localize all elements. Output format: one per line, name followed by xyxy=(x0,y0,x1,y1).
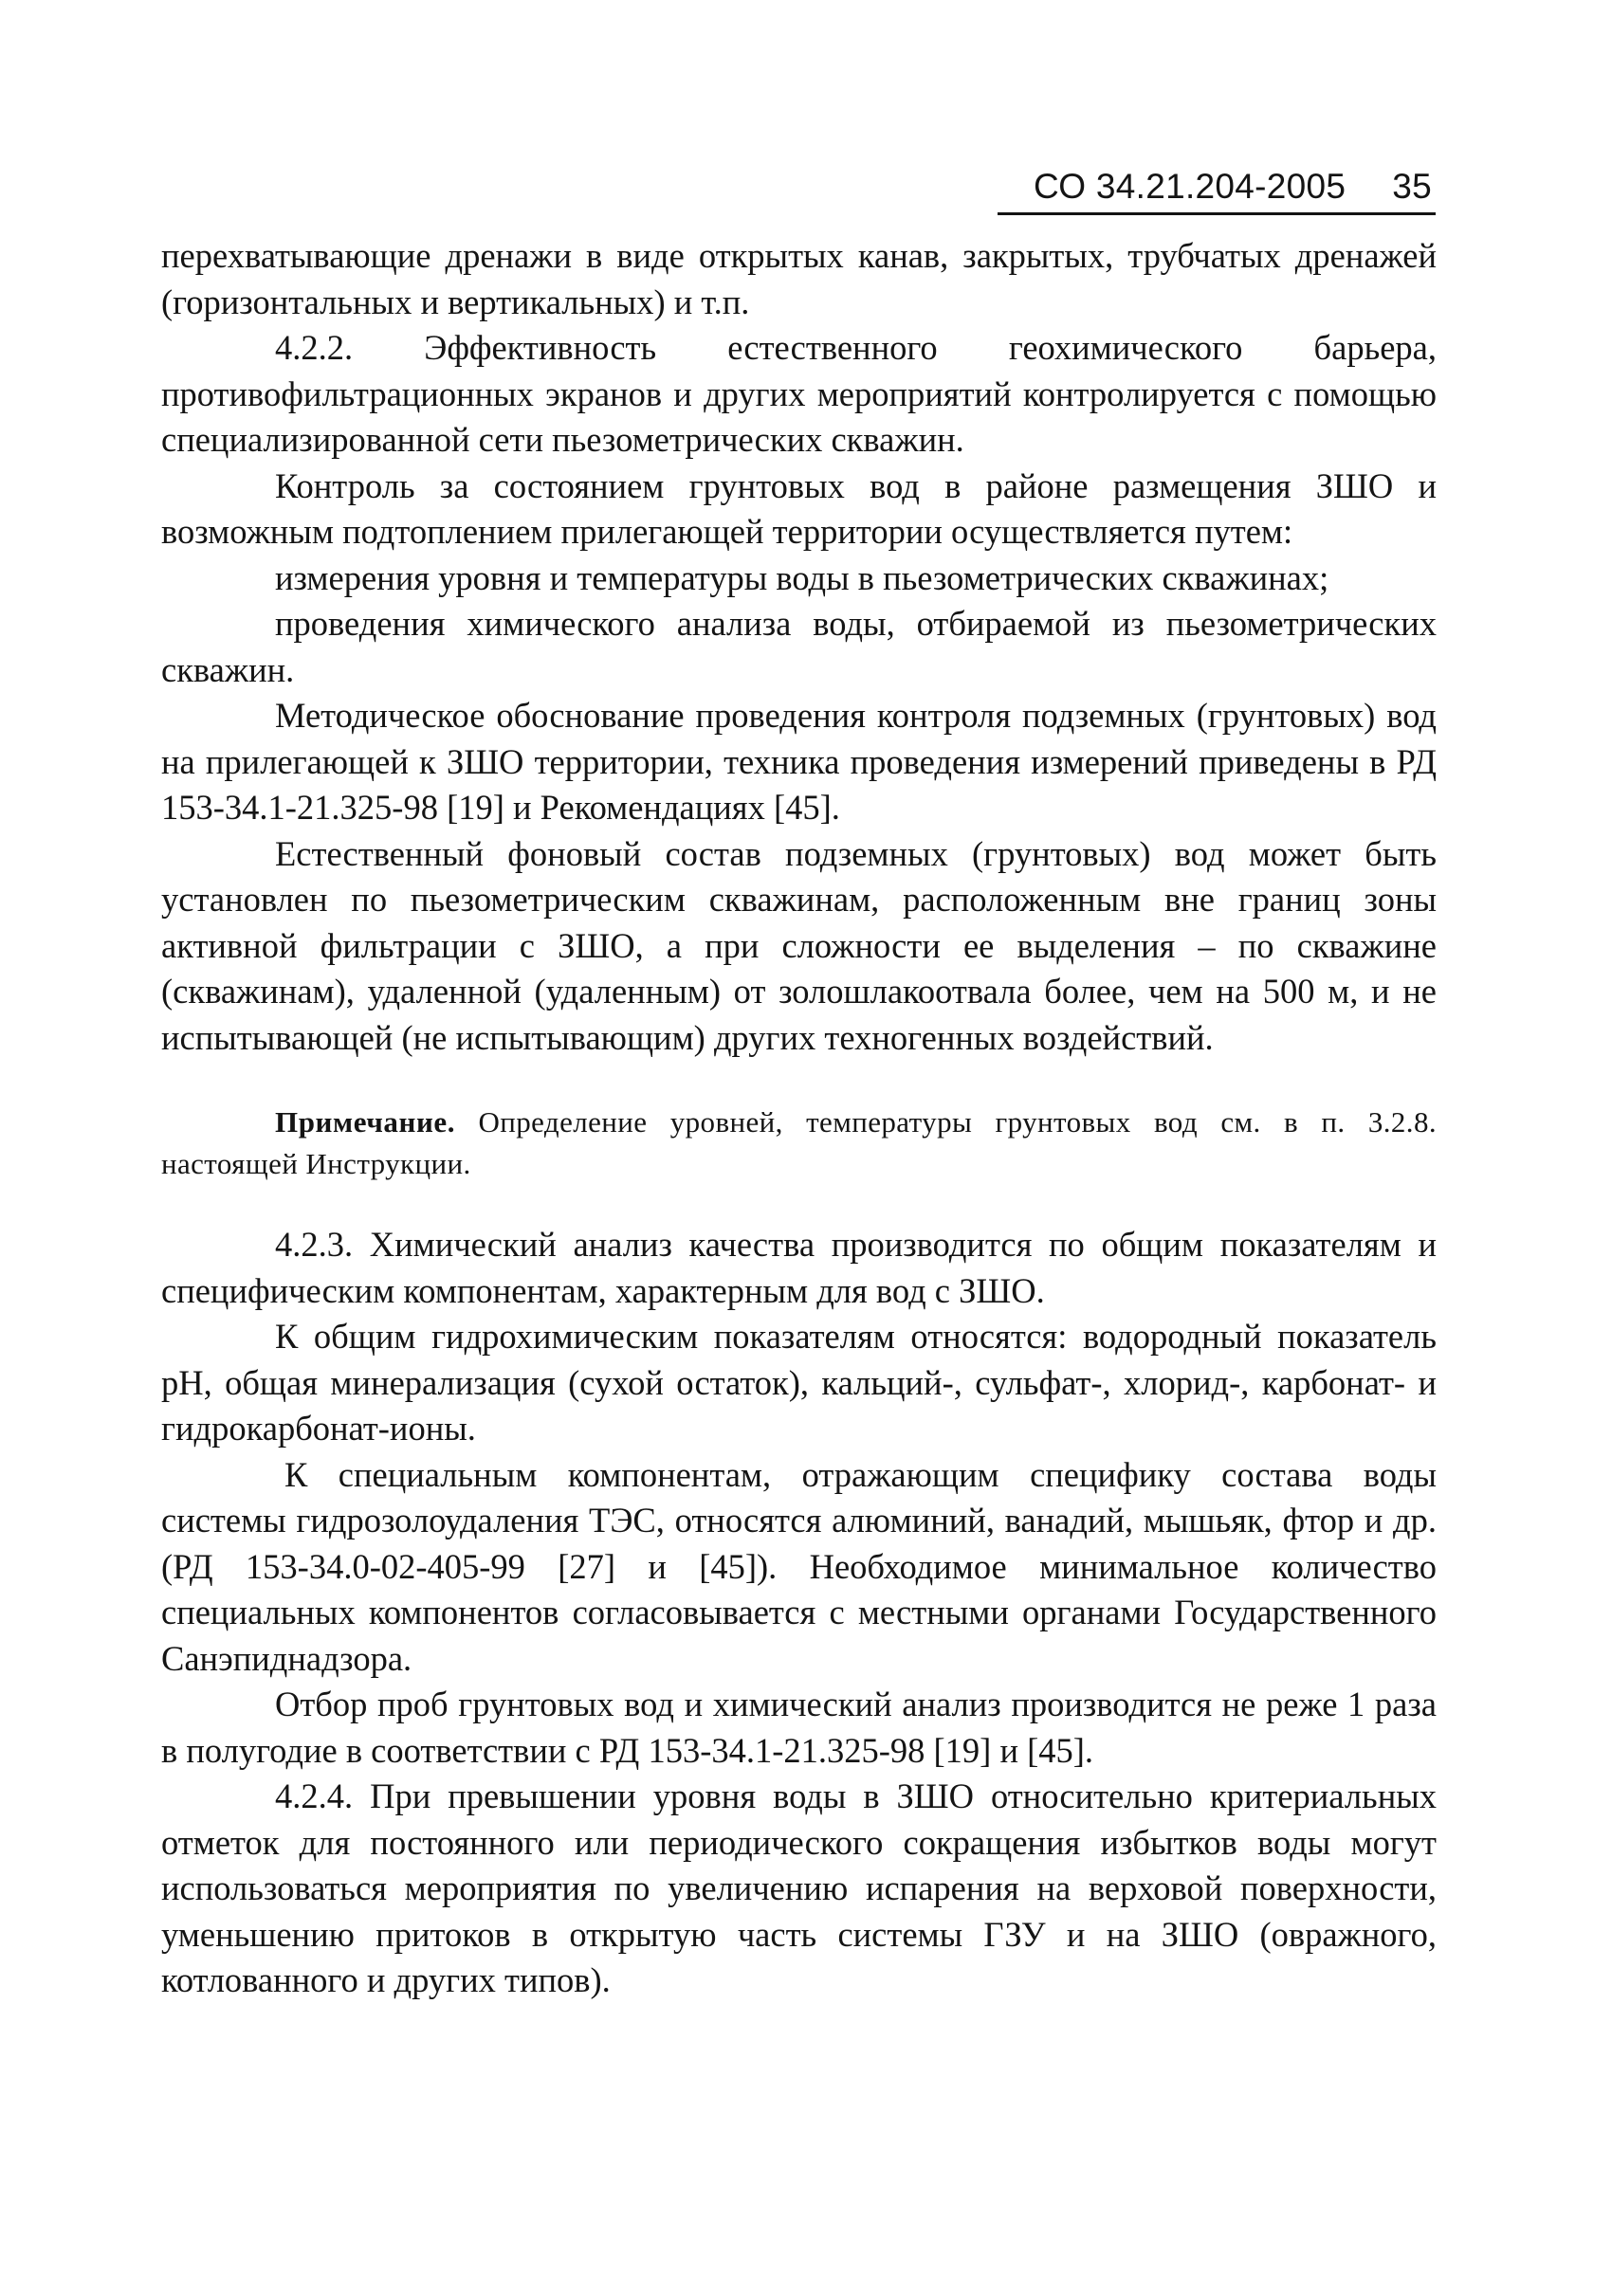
paragraph-section-4-2-4: 4.2.4. При превышении уровня воды в ЗШО относительно критериальных отметок для постоянного или периодического сокращения избытков воды могут использоваться мероприятия по увеличению испарения на верховой поверхности, уменьшению притоков в открытую часть системы ГЗУ и на ЗШО (овражного, котлованного и других типов). xyxy=(161,1777,1437,1999)
paragraph: К общим гидрохимическим показателям относятся: водородный показатель pH, общая минерализация (сухой остаток), кальций-, сульфат-, хлорид-, карбонат- и гидрокарбонат-ионы. xyxy=(161,1317,1437,1448)
list-item: проведения химического анализа воды, отбираемой из пьезометрических скважин. xyxy=(161,604,1437,689)
paragraph: Отбор проб грунтовых вод и химический анализ производится не реже 1 раза в полугодие в соответствии с РД 153-34.1-21.325-98 [19] и [45]. xyxy=(161,1685,1437,1770)
page-number: 35 xyxy=(1392,167,1432,206)
list-item: измерения уровня и температуры воды в пьезометрических скважинах; xyxy=(275,557,1329,597)
paragraph: Контроль за состоянием грунтовых вод в районе размещения ЗШО и возможным подтоплением прилегающей территории осуществляется путем: xyxy=(161,465,1437,551)
document-body xyxy=(161,233,1437,2004)
page-header xyxy=(998,163,1436,215)
note-text: Определение уровней, температуры грунтовых вод см. в п. 3.2.8. настоящей Инструкции. xyxy=(161,1105,1437,1180)
note xyxy=(161,1102,1437,1185)
paragraph: К специальным компонентам, отражающим специфику состава воды системы гидрозолоудаления ТЭС, относятся алюминий, ванадий, мышьяк, фтор и др. (РД 153-34.0-02-405-99 [27] и [45]). Необходимое минимальное количество специальных компонентов согласовывается с местными органами Государственного Санэпиднадзора. xyxy=(161,1454,1437,1678)
paragraph-section-4-2-2: 4.2.2. Эффективность естественного геохимического барьера, противофильтрационных экранов и других мероприятий контролируется с помощью специализированной сети пьезометрических скважин. xyxy=(161,328,1437,459)
paragraph-section-4-2-3: 4.2.3. Химический анализ качества производится по общим показателям и специфическим компонентам, характерным для вод с ЗШО. xyxy=(161,1225,1437,1310)
paragraph: перехватывающие дренажи в виде открытых канав, закрытых, трубчатых дренажей (горизонтальных и вертикальных) и т.п. xyxy=(161,236,1437,321)
note-label: Примечание. xyxy=(275,1105,456,1139)
paragraph: Методическое обоснование проведения контроля подземных (грунтовых) вод на прилегающей к ЗШО территории, техника проведения измерений приведены в РД 153-34.1-21.325-98 [19] и Рекомендациях [45]. xyxy=(161,696,1437,827)
document-code: СО 34.21.204-2005 xyxy=(1034,167,1346,206)
paragraph: Естественный фоновый состав подземных (грунтовых) вод может быть установлен по пьезометрическим скважинам, расположенным вне границ зоны активной фильтрации с ЗШО, а при сложности ее выделения – по скважине (скважинам), удаленной (удаленным) от золошлакоотвала более, чем на 500 м, и не испытывающей (не испытывающим) других техногенных воздействий. xyxy=(161,833,1437,1057)
